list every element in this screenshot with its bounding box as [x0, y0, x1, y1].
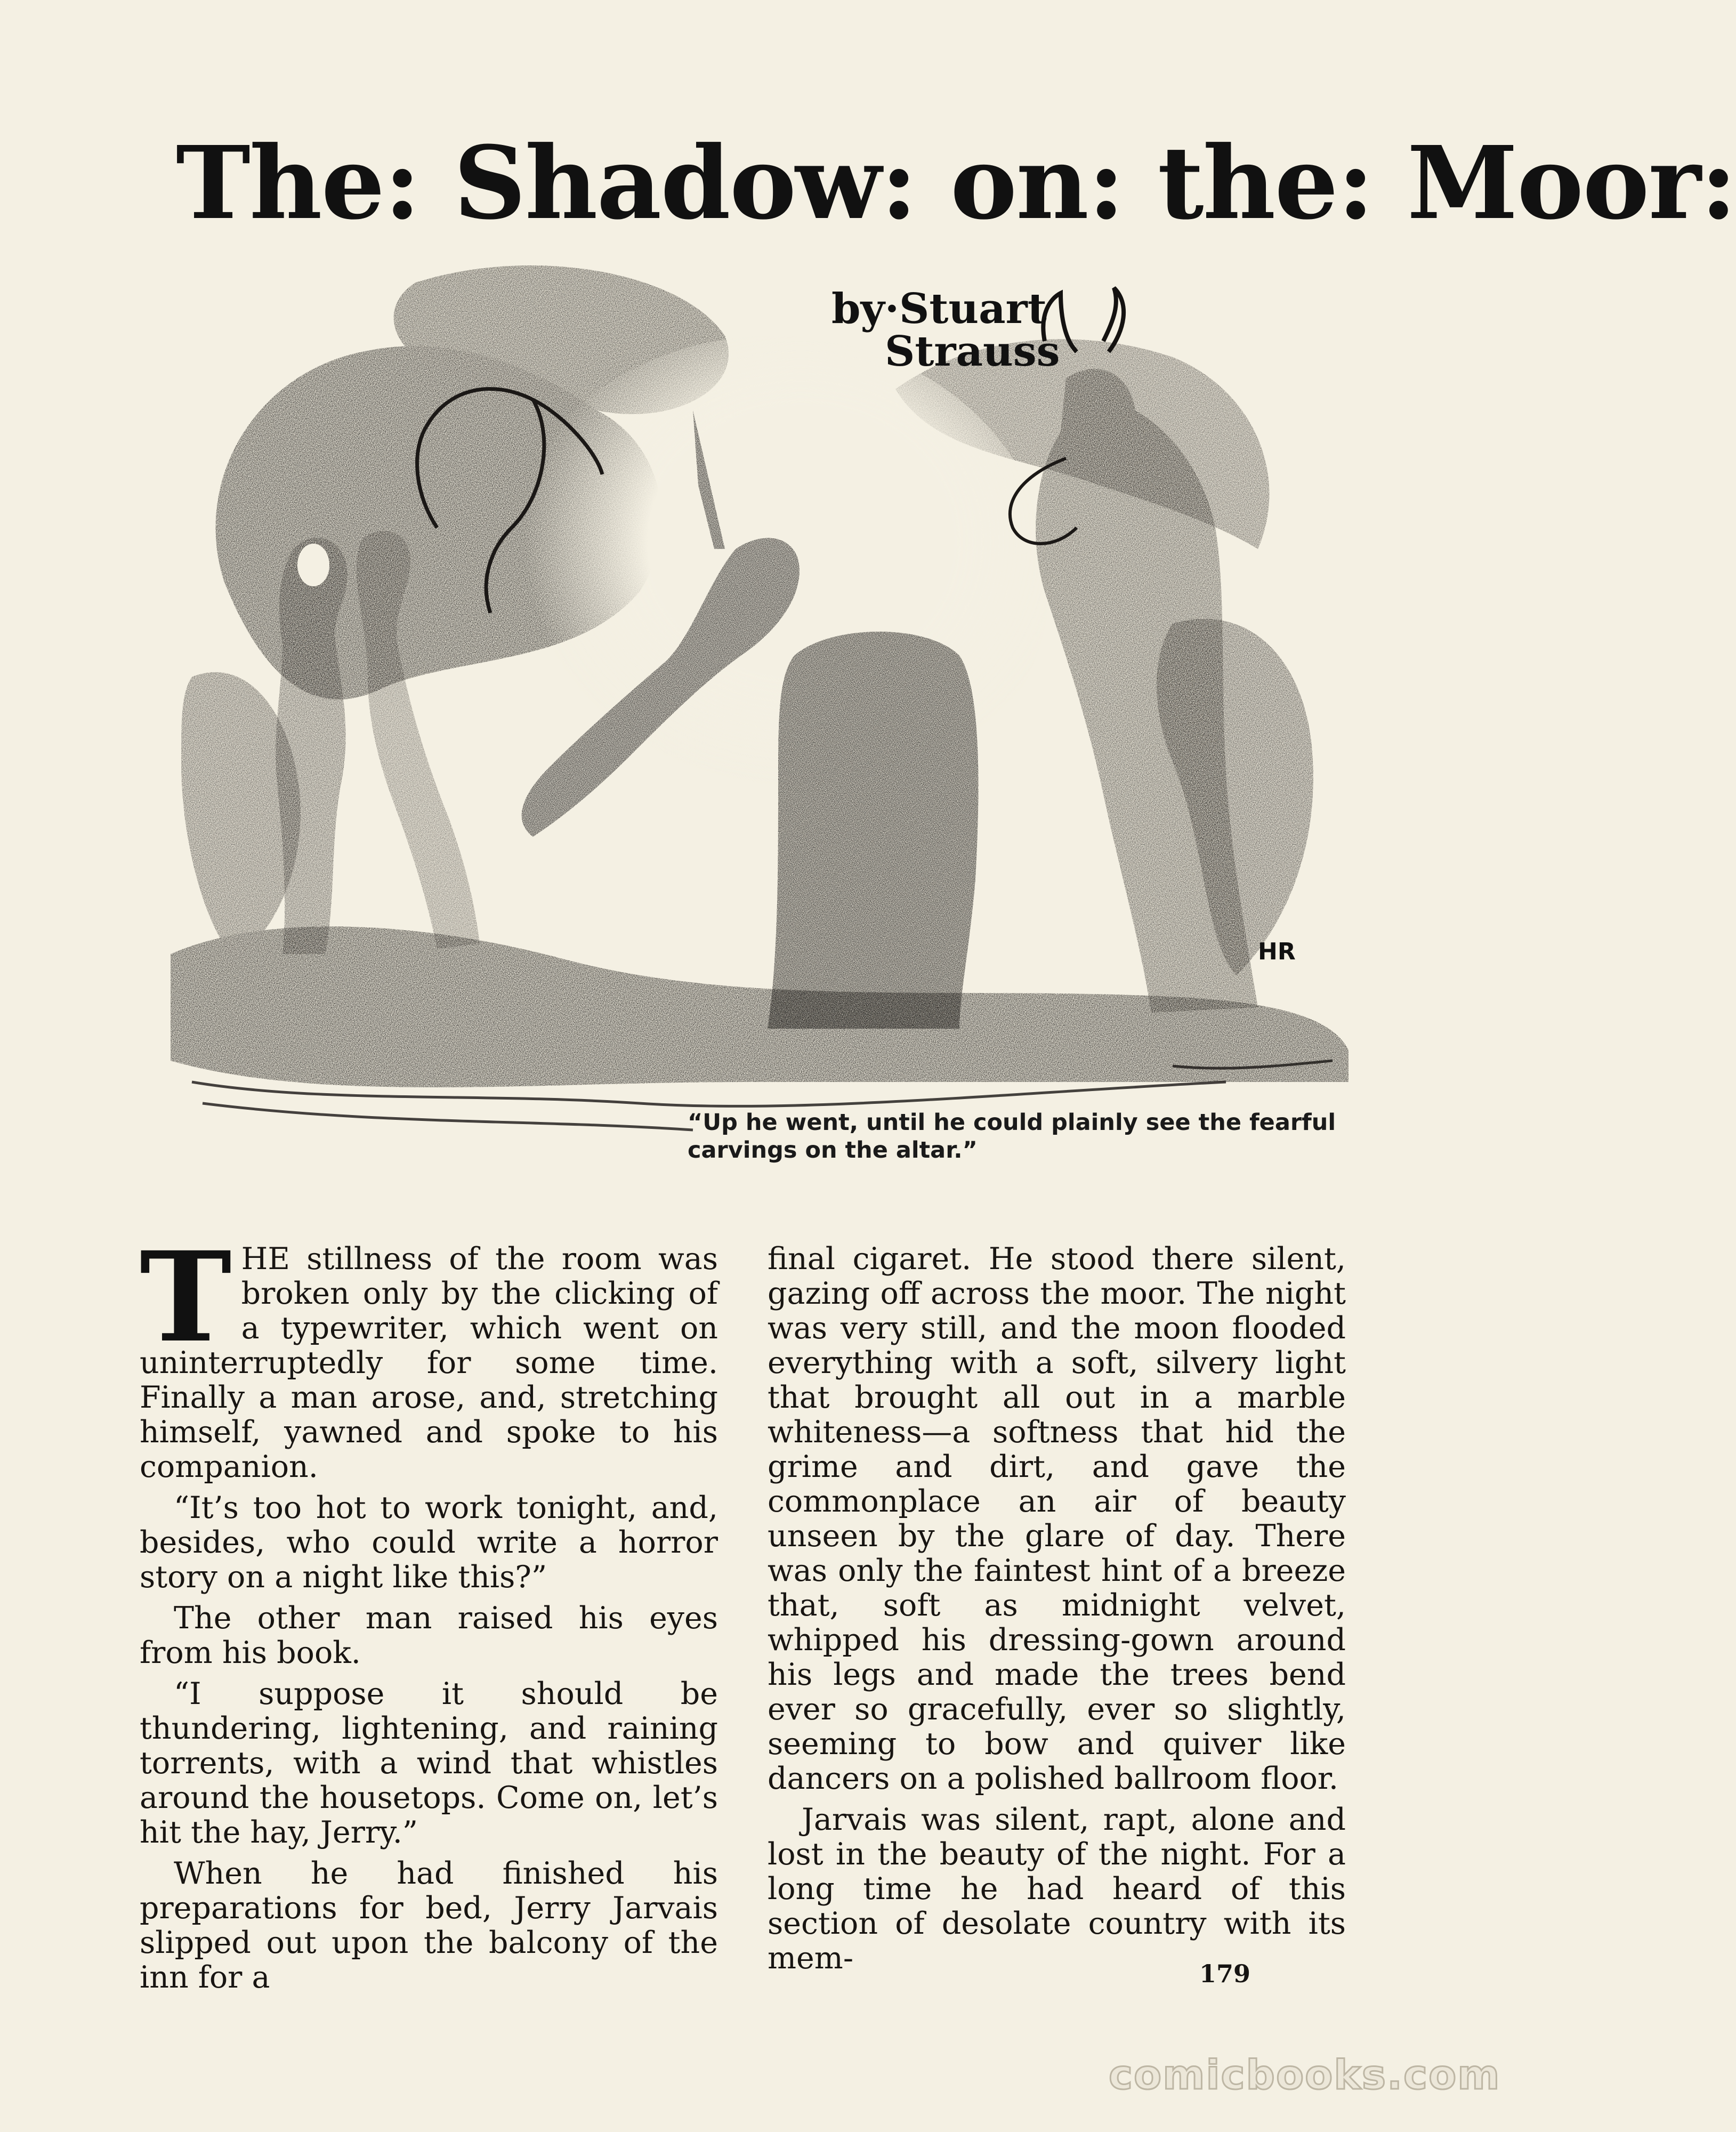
paragraph: The other man raised his eyes from his book.	[140, 1601, 718, 1670]
paragraph: “It’s too hot to work tonight, and, besides, who could write a horror story on a night like this?”	[140, 1490, 718, 1595]
paragraph: final cigaret. He stood there silent, gazing off across the moor. The night was very still, and the moon flooded everything with a soft, silvery light that brought all out in a marble whiteness—a softness that hid the grime and dirt, and gave the commonplace an air of beauty unseen by the glare of day. There was only the faintest hint of a breeze that, soft as midnight velvet, whipped his dressing-gown around his legs and made the trees bend ever so gracefully, ever so slightly, seeming to bow and quiver like dancers on a polished ballroom floor.	[768, 1241, 1346, 1796]
illustrator-monogram: HR	[1258, 938, 1296, 965]
woman-face	[297, 544, 329, 586]
page-number: 179	[1199, 1959, 1251, 1988]
paragraph: “I suppose it should be thundering, lightening, and raining torrents, with a wind that whistles around the housetops. Come on, let’s hit the hay, Jerry.”	[140, 1676, 718, 1850]
illustration-caption: “Up he went, until he could plainly see the fearful carvings on the altar.”	[688, 1109, 1336, 1164]
paragraph: When he had finished his preparations for bed, Jerry Jarvais slipped out upon the balcony of the inn for a	[140, 1856, 718, 1995]
byline-line-2: Strauss	[885, 327, 1060, 376]
byline-line-1: by·Stuart	[831, 285, 1047, 333]
drop-cap: T	[140, 1224, 232, 1370]
site-watermark: comicbooks.com	[1109, 2051, 1501, 2098]
paragraph	[140, 1224, 718, 1484]
paragraph-text: HE stillness of the room was broken only by the clicking of a typewriter, which went on uninterruptedly for some time. Finally a man arose, and, stretching himself, yawned and spoke to his companion.	[140, 1241, 718, 1484]
story-illustration	[160, 251, 1354, 1167]
byline	[831, 285, 1109, 376]
story-title: The: Shadow: on: the: Moor:	[176, 124, 1736, 242]
altar-stone	[768, 632, 979, 1029]
paragraph: Jarvais was silent, rapt, alone and lost in the beauty of the night. For a long time he had heard of this section of desolate country with its mem-	[768, 1802, 1346, 1976]
text-column-right	[768, 1242, 1346, 1982]
text-column-left	[140, 1224, 718, 2001]
